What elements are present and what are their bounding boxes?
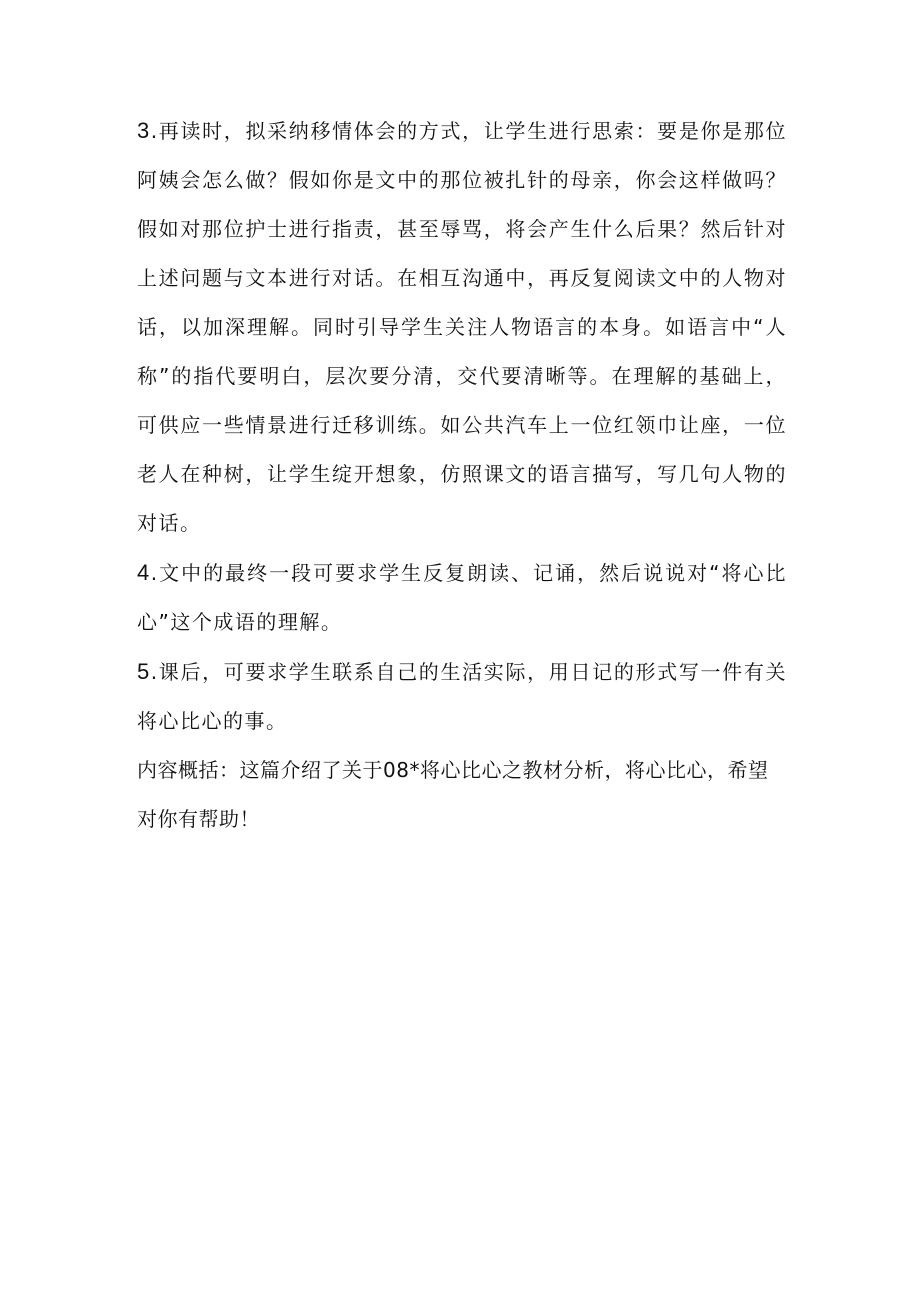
paragraph-5 (137, 647, 787, 746)
paragraph-number: 4 (137, 560, 151, 585)
paragraph-number: 5 (137, 659, 151, 684)
summary-text: 内容概括：这篇介绍了关于08*将心比心之教材分析，将心比心，希望对你有帮助！ (137, 758, 769, 831)
paragraph-text: .文中的最终一段可要求学生反复朗读、记诵，然后说说对“将心比心”这个成语的理解。 (137, 561, 787, 634)
paragraph-3 (137, 106, 787, 548)
document-page (137, 106, 787, 844)
paragraph-number: 3 (137, 118, 151, 143)
paragraph-text: .课后，可要求学生联系自己的生活实际，用日记的形式写一件有关将心比心的事。 (137, 660, 787, 733)
paragraph-4 (137, 548, 787, 647)
paragraph-text: .再读时，拟采纳移情体会的方式，让学生进行思索：要是你是那位阿姨会怎么做？假如你是文中的那位被扎针的母亲，你会这样做吗？假如对那位护士进行指责，甚至辱骂，将会产生什么后果？然后针对上述问题与文本进行对话。在相互沟通中，再反复阅读文中的人物对话，以加深理解。同时引导学生关注人物语言的本身。如语言中“人称”的指代要明白，层次要分清，交代要清晰等。在理解的基础上，可供应一些情景进行迁移训练。如公共汽车上一位红领巾让座，一位老人在种树，让学生绽开想象，仿照课文的语言描写，写几句人物的对话。 (137, 119, 787, 535)
